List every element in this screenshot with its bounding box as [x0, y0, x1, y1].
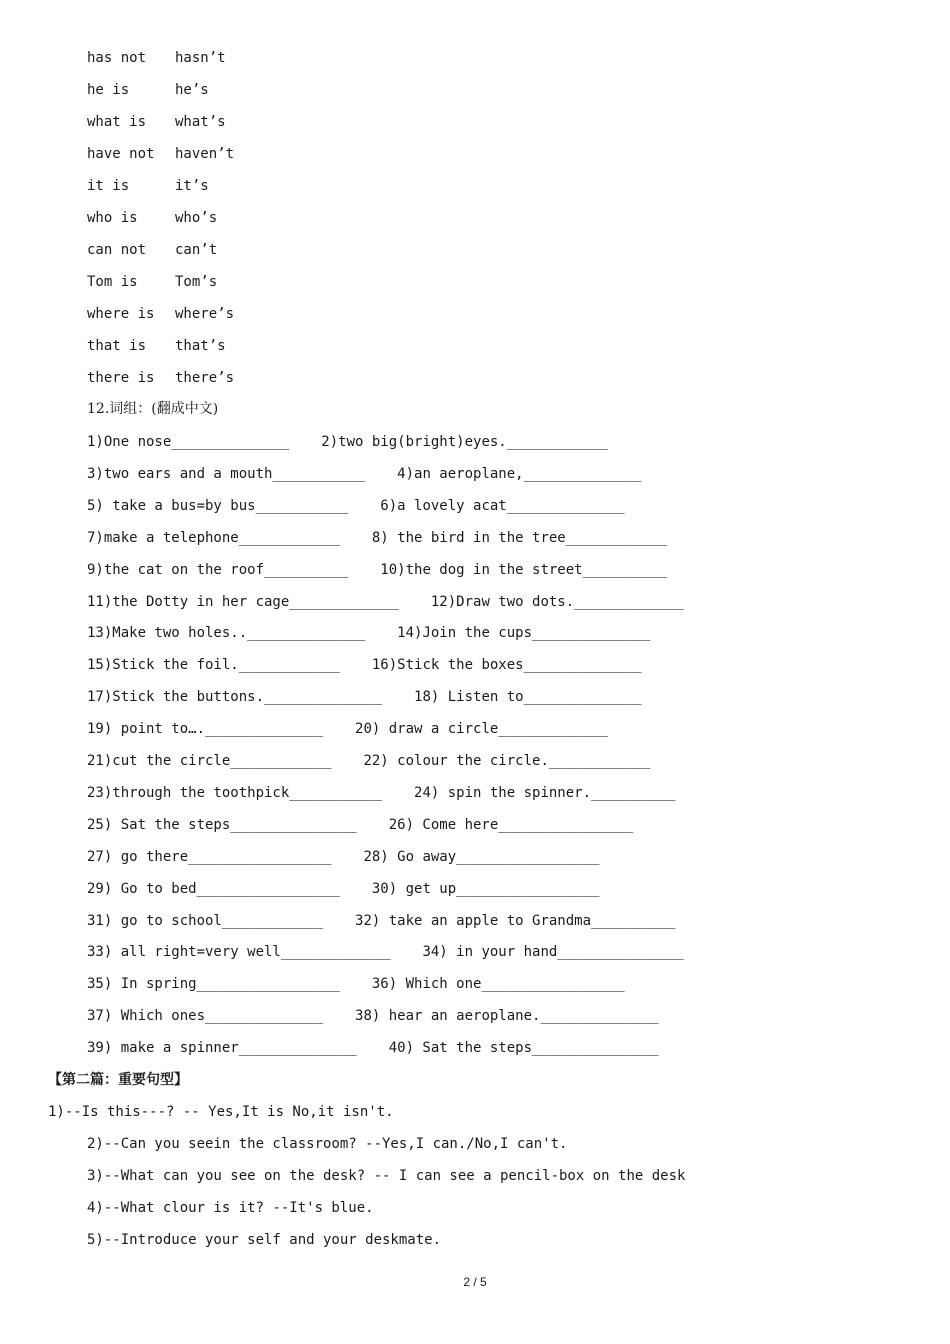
phrase-item: 4)an aeroplane,______________: [397, 465, 642, 482]
phrase-item: 32) take an apple to Grandma__________: [355, 912, 676, 929]
phrase-item: 39) make a spinner______________: [87, 1040, 357, 1057]
contraction-full: what is: [87, 114, 147, 130]
contraction-short: Tom’s: [175, 274, 218, 290]
phrase-item: 8) the bird in the tree____________: [371, 529, 667, 546]
contraction-full: he is: [87, 82, 130, 98]
contraction-full: it is: [87, 178, 130, 194]
phrase-item: 2)two big(bright)eyes.____________: [321, 434, 608, 450]
phrase-item: 16)Stick the boxes______________: [371, 657, 642, 674]
contraction-short: haven’t: [175, 146, 235, 162]
sentence-pattern: 3)--What can you see on the desk? -- I can see a pencil-box on the desk: [87, 1168, 686, 1184]
phrase-item: 35) In spring_________________: [87, 976, 340, 993]
phrase-item: 37) Which ones______________: [87, 1008, 324, 1025]
section-12-title: 12.词组：(翻成中文): [87, 401, 219, 417]
phrase-item: 18) Listen to______________: [414, 689, 642, 706]
contraction-full: that is: [87, 338, 147, 354]
phrase-item: 34) in your hand_______________: [422, 944, 684, 961]
contraction-full: who is: [87, 210, 138, 226]
phrase-item: 10)the dog in the street__________: [380, 561, 667, 578]
page-number: 2 / 5: [463, 1275, 487, 1289]
phrase-item: 36) Which one_________________: [371, 976, 625, 993]
phrase-item: 11)the Dotty in her cage_____________: [87, 593, 399, 610]
phrase-item: 9)the cat on the roof__________: [87, 561, 349, 578]
sentence-pattern: 4)--What clour is it? --It's blue.: [87, 1200, 374, 1216]
phrase-item: 29) Go to bed_________________: [87, 880, 340, 897]
sentence-pattern: 1)--Is this---? -- Yes,It is No,it isn't.: [48, 1104, 394, 1120]
phrase-item: 38) hear an aeroplane.______________: [355, 1008, 659, 1025]
contraction-short: what’s: [175, 114, 226, 130]
contraction-short: can’t: [175, 242, 218, 258]
contraction-full: have not: [87, 146, 155, 162]
contraction-short: who’s: [175, 210, 218, 226]
phrase-item: 30) get up_________________: [371, 880, 600, 897]
phrase-item: 24) spin the spinner.__________: [414, 784, 676, 801]
phrase-item: 33) all right=very well_____________: [87, 944, 391, 961]
contraction-short: where’s: [175, 306, 235, 322]
part-2-title: 【第二篇：重要句型】: [48, 1072, 188, 1088]
phrase-item: 26) Come here________________: [388, 816, 634, 833]
phrase-item: 21)cut the circle____________: [87, 753, 332, 769]
phrase-item: 17)Stick the buttons.______________: [87, 689, 383, 706]
phrase-item: 12)Draw two dots._____________: [430, 593, 684, 610]
phrase-item: 1)One nose______________: [87, 434, 290, 450]
sentence-pattern: 2)--Can you seein the classroom? --Yes,I can./No,I can't.: [87, 1136, 568, 1152]
phrase-item: 20) draw a circle_____________: [355, 721, 608, 738]
phrase-item: 31) go to school____________: [87, 912, 324, 929]
phrase-item: 5) take a bus=by bus___________: [87, 497, 349, 514]
contraction-short: there’s: [175, 370, 235, 386]
contraction-short: it’s: [175, 178, 209, 194]
phrase-item: 6)a lovely acat______________: [380, 497, 625, 514]
contraction-full: there is: [87, 370, 155, 386]
contraction-full: where is: [87, 306, 155, 322]
phrase-item: 19) point to….______________: [87, 721, 324, 738]
phrase-item: 14)Join the cups______________: [397, 625, 651, 642]
contraction-full: has not: [87, 50, 147, 66]
contraction-short: that’s: [175, 338, 226, 354]
phrase-item: 23)through the toothpick___________: [87, 784, 383, 801]
phrase-item: 25) Sat the steps_______________: [87, 816, 357, 833]
contraction-full: can not: [87, 242, 147, 258]
contraction-short: hasn’t: [175, 50, 226, 66]
contraction-full: Tom is: [87, 274, 138, 290]
phrase-item: 27) go there_________________: [87, 848, 332, 865]
phrase-item: 40) Sat the steps_______________: [388, 1040, 659, 1057]
phrase-item: 22) colour the circle.____________: [363, 753, 651, 769]
phrase-item: 13)Make two holes..______________: [87, 625, 366, 642]
contraction-short: he’s: [175, 82, 209, 98]
phrase-item: 3)two ears and a mouth___________: [87, 465, 366, 482]
phrase-item: 7)make a telephone____________: [87, 529, 340, 546]
sentence-pattern: 5)--Introduce your self and your deskmate.: [87, 1232, 442, 1248]
phrase-item: 28) Go away_________________: [363, 848, 600, 865]
phrase-item: 15)Stick the foil.____________: [87, 657, 340, 674]
